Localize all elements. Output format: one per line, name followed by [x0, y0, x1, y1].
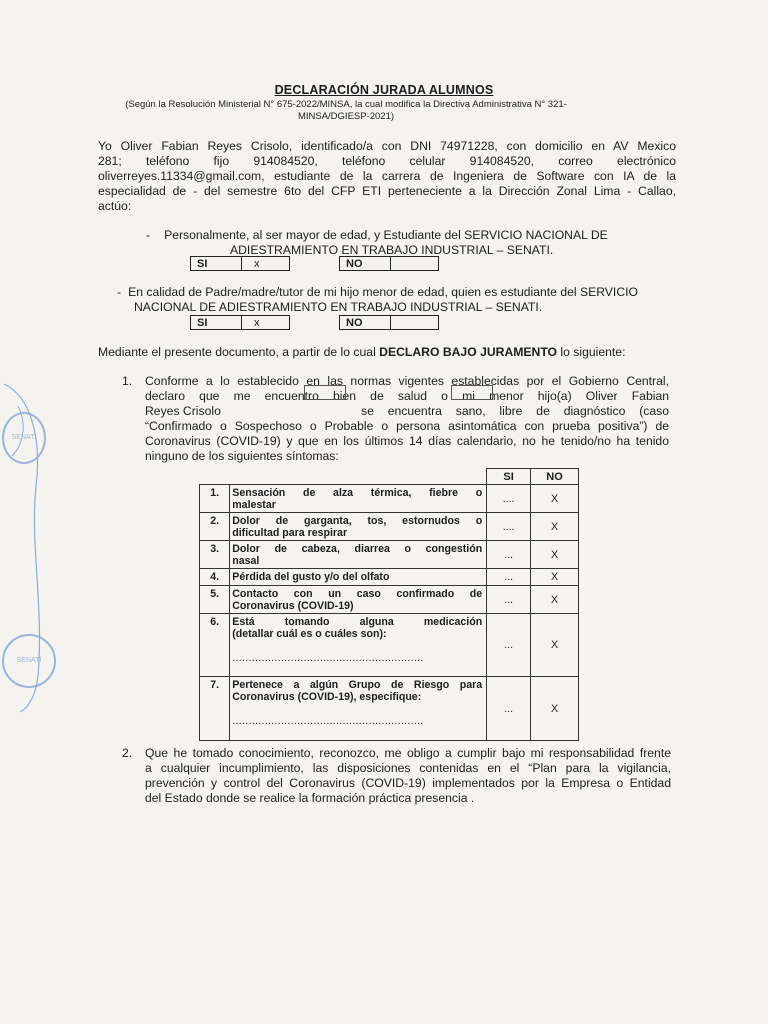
option-2-no-box — [339, 315, 439, 330]
table-row — [200, 677, 579, 741]
table-row — [200, 541, 579, 569]
row-3-si: ... — [487, 541, 531, 569]
subtitle-line-1: (Según la Resolución Ministerial N° 675-2022/MINSA, la cual modifica la Directiva Administrativa N° 321- — [125, 99, 567, 110]
option-2-si-box — [190, 315, 290, 330]
seal-stamp-bottom: SENATI — [2, 634, 56, 688]
table-row — [200, 614, 579, 677]
option-1-text — [146, 228, 646, 258]
subtitle-line-2: MINSA/DGIESP-2021) — [297, 111, 395, 122]
seal-stamp-top: SENATI — [2, 412, 46, 464]
item-1-name: Reyes Crisolo — [145, 404, 221, 418]
row-7-num: 7. — [200, 677, 230, 741]
declaro-after: lo siguiente: — [557, 345, 626, 359]
item-2-line-3: prevención y control del Coronavirus (COVID-19) implementados por la Empresa o Entidad — [145, 776, 671, 790]
intro-line-5: actúo: — [98, 199, 132, 213]
row-2-no: X — [531, 513, 579, 541]
table-row — [200, 513, 579, 541]
signature-mark — [0, 376, 60, 716]
row-3-desc: Dolor de cabeza, diarrea o congestión nasal — [230, 541, 487, 569]
option-2-si-mark: x — [254, 317, 260, 329]
symptoms-table — [199, 468, 579, 741]
symptoms-header-row — [200, 469, 579, 485]
option-2-si-label: SI — [197, 317, 208, 329]
intro-line-4: especialidad de - del semestre 6to del CFP ETI perteneciente a la Dirección Zonal Lima - Callao, — [98, 184, 676, 198]
row-4-desc: Pérdida del gusto y/o del olfato — [230, 569, 487, 586]
row-1-desc: Sensación de alza térmica, fiebre o malestar — [230, 485, 487, 513]
intro-line-2: 281; teléfono fijo 914084520, teléfono celular 914084520, correo electrónico — [98, 154, 676, 168]
row-1-si: .... — [487, 485, 531, 513]
row-3-num: 3. — [200, 541, 230, 569]
document-title: DECLARACIÓN JURADA ALUMNOS — [274, 83, 494, 97]
item-1-number: 1. — [122, 374, 133, 388]
option-1-no-label: NO — [346, 258, 363, 270]
option-1-no-box — [339, 256, 439, 271]
row-6-si: ... — [487, 614, 531, 677]
row-5-desc: Contacto con un caso confirmado de Coronavirus (COVID-19) — [230, 586, 487, 614]
row-5-si: ... — [487, 586, 531, 614]
declaro-before: Mediante el presente documento, a partir de lo cual — [98, 345, 380, 359]
intro-line-3: oliverreyes.11334@gmail.com, estudiante de la carrera de Ingeniera de Software con IA de la — [98, 169, 676, 183]
row-6-num: 6. — [200, 614, 230, 677]
row-2-num: 2. — [200, 513, 230, 541]
header-no: NO — [531, 469, 579, 485]
item-2-line-2: a cualquier incumplimiento, las disposiciones contenidas en el “Plan para la vigilancia, — [145, 761, 671, 775]
row-5-no: X — [531, 586, 579, 614]
option-1-si-label: SI — [197, 258, 208, 270]
option-2-line-1: - En calidad de Padre/madre/tutor de mi hijo menor de edad, quien es estudiante del SERVICIO — [117, 285, 638, 299]
item-1-line-5: Coronavirus (COVID-19) y que en los últimos 14 días calendario, no he tenido/no ha tenido — [145, 434, 669, 448]
document-subtitle — [86, 99, 606, 123]
option-1-si-box — [190, 256, 290, 271]
item-1-line-1: Conforme a lo establecido en las normas vigentes establecidas por el Gobierno Central, — [145, 374, 669, 388]
header-si: SI — [487, 469, 531, 485]
item-1-line-3-rest: se encuentra sano, libre de diagnóstico (caso — [361, 404, 669, 418]
option-2-line-2: NACIONAL DE ADIESTRAMIENTO EN TRABAJO INDUSTRIAL – SENATI. — [134, 300, 543, 314]
row-7-no: X — [531, 677, 579, 741]
row-2-si: .... — [487, 513, 531, 541]
highlight-box-bien — [304, 385, 346, 400]
option-2-text — [117, 285, 677, 315]
item-1-line-2: declaro que me encuentro bien de salud o mi menor hijo(a) Oliver Fabian — [145, 389, 669, 403]
row-4-no: X — [531, 569, 579, 586]
row-3-no: X — [531, 541, 579, 569]
row-4-si: ... — [487, 569, 531, 586]
row-6-desc: Está tomando alguna medicación (detallar cuál es o cuáles son): ........................................................... — [230, 614, 487, 677]
row-4-num: 4. — [200, 569, 230, 586]
row-1-no: X — [531, 485, 579, 513]
intro-line-1: Yo Oliver Fabian Reyes Crisolo, identificado/a con DNI 74971228, con domicilio en AV Mexico — [98, 139, 676, 153]
row-7-si: ... — [487, 677, 531, 741]
row-1-num: 1. — [200, 485, 230, 513]
option-1-line-2: ADIESTRAMIENTO EN TRABAJO INDUSTRIAL – SENATI. — [230, 243, 554, 257]
item-1-line-6: ninguno de los siguientes síntomas: — [145, 449, 339, 463]
row-7-desc: Pertenece a algún Grupo de Riesgo para Coronavirus (COVID-19), especifique: ........................................................... — [230, 677, 487, 741]
option-1-line-1: - Personalmente, al ser mayor de edad, y Estudiante del SERVICIO NACIONAL DE — [146, 228, 608, 242]
row-2-desc: Dolor de garganta, tos, estornudos o dificultad para respirar — [230, 513, 487, 541]
row-6-no: X — [531, 614, 579, 677]
item-1-line-4: “Confirmado o Sospechoso o Probable o persona asintomática con prueba positiva”) de — [145, 419, 669, 433]
item-2-line-4: del Estado donde se realice la formación práctica presencia . — [145, 791, 475, 805]
table-row — [200, 485, 579, 513]
table-row — [200, 586, 579, 614]
option-1-si-mark: x — [254, 258, 260, 270]
item-2-number: 2. — [122, 746, 133, 760]
item-1-line-3 — [145, 404, 669, 419]
highlight-box-menor — [451, 385, 493, 400]
item-2-line-1: Que he tomado conocimiento, reconozco, me obligo a cumplir bajo mi responsabilidad frente — [145, 746, 671, 760]
option-2-no-label: NO — [346, 317, 363, 329]
declaro-statement — [98, 345, 678, 360]
item-1-text — [145, 374, 669, 464]
intro-paragraph — [98, 139, 676, 214]
declaro-bold: DECLARO BAJO JURAMENTO — [379, 345, 558, 359]
item-2-text — [145, 746, 671, 806]
row-5-num: 5. — [200, 586, 230, 614]
table-row — [200, 569, 579, 586]
